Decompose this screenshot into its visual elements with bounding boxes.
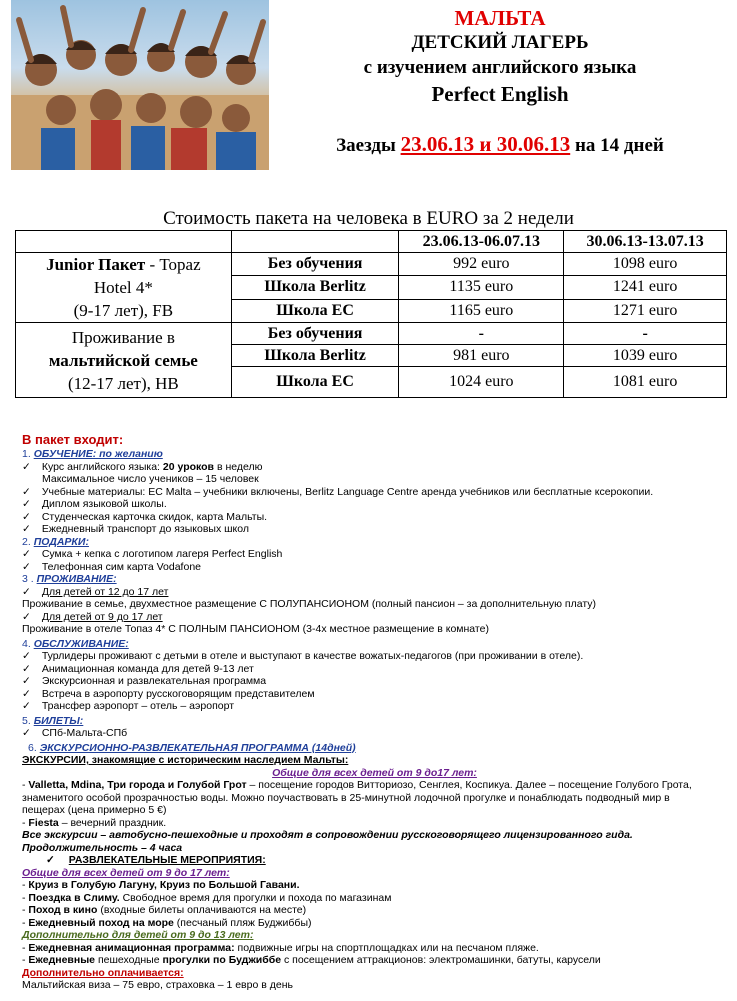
- entertainment-additional: [22, 929, 727, 942]
- item-bold: Ежедневный поход на море: [28, 916, 174, 929]
- pkg1-age: (9-17 лет), FB: [73, 301, 174, 320]
- check-icon: ✓: [22, 700, 31, 712]
- price-caption: Стоимость пакета на человека в EURO за 2 недели: [163, 208, 574, 229]
- list-item: [22, 498, 727, 511]
- period-2-header: 30.06.13-13.07.13: [564, 231, 727, 253]
- item-text: Экскурсионная и развлекательная программа: [41, 675, 267, 687]
- section-1-title: ОБУЧЕНИЕ: по желанию: [33, 448, 163, 460]
- price-cell: -: [564, 323, 727, 345]
- excursions-note: Все экскурсии – автобусно-пешеходные и проходят в сопровождении русскоговорящего лицензированного гида.: [22, 829, 633, 841]
- item-bold: Valletta, Mdina, Три города и Голубой Грот: [28, 779, 247, 791]
- list-item: - Ежедневные пешеходные прогулки по Буджиббе с посещением аттракционов: электромашинки, батуты, карусели: [22, 954, 601, 966]
- pkg2-line1: Проживание в: [71, 327, 175, 347]
- list-item: [22, 700, 727, 713]
- item-text: Курс английского языка:: [41, 460, 163, 473]
- entertainment-all-text: Общие для всех детей от 9 до 17 лет:: [22, 866, 230, 879]
- price-cell: 981 euro: [399, 345, 564, 367]
- extra-payment-heading: Дополнительно оплачивается:: [22, 966, 184, 979]
- check-icon: ✓: [22, 523, 31, 535]
- header-program: Perfect English: [431, 82, 569, 106]
- list-item: [22, 486, 727, 499]
- table-row: [16, 253, 727, 276]
- item-text: с посещением аттракционов: электромашинки, батуты, карусели: [281, 954, 601, 966]
- package-family: [16, 323, 232, 398]
- list-item: Максимальное число учеников – 15 человек: [42, 473, 259, 485]
- item-text: Телефонная сим карта Vodafone: [41, 560, 201, 573]
- list-item: [22, 461, 727, 474]
- option-label: Без обучения: [231, 323, 399, 345]
- empty-cell: [16, 231, 232, 253]
- price-cell: 1241 euro: [564, 276, 727, 299]
- photo-illustration: [11, 0, 269, 170]
- pkg2-age: (12-17 лет), HB: [67, 373, 179, 393]
- section-heading: 1. ОБУЧЕНИЕ: по желанию: [22, 448, 163, 460]
- empty-cell: [231, 231, 399, 253]
- check-icon: ✓: [22, 585, 31, 598]
- item-text: подвижные игры на спортплощадках или на песчаном пляже.: [234, 941, 539, 954]
- check-icon: ✓: [22, 650, 31, 662]
- pkg2-line2: мальтийской семье: [48, 350, 198, 370]
- item-text: Ежедневный транспорт до языковых школ: [41, 523, 249, 535]
- item-text: в неделю: [214, 460, 263, 473]
- section-5-title: БИЛЕТЫ:: [33, 714, 84, 727]
- list-item: - Круиз в Голубую Лагуну, Круиз по Большой Гавани.: [22, 879, 300, 891]
- check-icon: ✓: [22, 727, 31, 739]
- check-icon: ✓: [22, 510, 31, 523]
- list-item: [22, 511, 727, 524]
- item-bold: Поход в кино: [28, 904, 98, 916]
- price-cell: 1165 euro: [399, 299, 564, 322]
- check-icon: ✓: [22, 560, 31, 573]
- entertainment-additional-text: Дополнительно для детей от 9 до 13 лет:: [22, 929, 254, 941]
- package-junior: [16, 253, 232, 323]
- list-item: - Fiesta – вечерний праздник.: [22, 816, 167, 829]
- section-heading: 5. БИЛЕТЫ:: [22, 714, 84, 727]
- option-label: Школа EC: [231, 299, 399, 322]
- item-text: Трансфер аэропорт – отель – аэропорт: [41, 700, 235, 712]
- excursions-all-text: Общие для всех детей от 9 до17 лет:: [272, 766, 477, 779]
- item-text: (входные билеты оплачиваются на месте): [97, 904, 307, 916]
- section-3-title: ПРОЖИВАНИЕ:: [36, 573, 117, 585]
- option-label: Школа Berlitz: [231, 276, 399, 299]
- price-cell: 1024 euro: [399, 367, 564, 398]
- dates-value: 23.06.13 и 30.06.13: [400, 132, 571, 156]
- list-item: [22, 548, 727, 561]
- included-title: В пакет входит:: [22, 432, 124, 447]
- extra-payment-text: Мальтийская виза – 75 евро, страховка – 1 евро в день: [22, 979, 293, 991]
- header-country: МАЛЬТА: [454, 6, 546, 30]
- price-cell: -: [399, 323, 564, 345]
- item-text: Турлидеры проживают с детьми в отеле и выступают в качестве вожатых-педагогов (при проживании в отеле).: [41, 650, 584, 662]
- price-header-row: [16, 231, 727, 253]
- list-item: - Поход в кино (входные билеты оплачиваются на месте): [22, 904, 307, 916]
- item-text: Для детей от 12 до 17 лет: [41, 585, 169, 598]
- item-bold: Ежедневные: [28, 954, 96, 966]
- excursions-heading: ЭКСКУРСИИ, знакомящие с историческим наследием Мальты:: [22, 754, 349, 766]
- list-item: [22, 727, 727, 740]
- item-text: Диплом языковой школы.: [41, 498, 167, 510]
- item-bold: 20 уроков: [162, 460, 215, 473]
- price-cell: 1271 euro: [564, 299, 727, 322]
- period-1-header: 23.06.13-06.07.13: [399, 231, 564, 253]
- check-icon: ✓: [22, 498, 31, 510]
- check-icon: ✓: [22, 662, 31, 675]
- section-6-title: ЭКСКУРСИОННО-РАЗВЛЕКАТЕЛЬНАЯ ПРОГРАММА (14дней): [39, 741, 356, 754]
- price-cell: 1081 euro: [564, 367, 727, 398]
- check-icon: ✓: [22, 485, 31, 498]
- option-label: Без обучения: [231, 253, 399, 276]
- check-icon: ✓: [46, 854, 55, 866]
- price-cell: 1098 euro: [564, 253, 727, 276]
- item-bold: Ежедневная анимационная программа:: [28, 941, 235, 954]
- list-item: знаменитого особой прозрачностью воды. Можно поучаствовать в 25-минутной лодочной прогулке и понаблюдать подводный мир в: [22, 791, 670, 804]
- list-item: [22, 523, 727, 536]
- check-icon: ✓: [22, 460, 31, 473]
- section-heading: 4. ОБСЛУЖИВАНИЕ:: [22, 637, 129, 650]
- excursions-all: [22, 767, 727, 780]
- item-text: Студенческая карточка скидок, карта Мальты.: [41, 510, 268, 523]
- item-text: Встреча в аэропорту русскоговорящим представителем: [41, 687, 315, 700]
- list-item: пещерах (цена примерно 5 €): [22, 804, 167, 816]
- item-text: – посещение городов Витториозо, Сенглея, Коспикуа. Далее – посещение Голубого Грота,: [246, 779, 692, 791]
- pkg1-hotel: - Topaz: [149, 255, 201, 274]
- pkg1-hotel-stars: Hotel 4*: [93, 278, 153, 297]
- list-item: [22, 663, 727, 676]
- list-item: [22, 586, 727, 599]
- list-item: - Valletta, Mdina, Три города и Голубой Грот – посещение городов Витториозо, Сенглея, Коспикуа. Далее – посещение Голубого Грота,: [22, 779, 692, 791]
- item-bold: Круиз в Голубую Лагуну, Круиз по Большой Гавани.: [28, 879, 300, 891]
- dates-prefix: Заезды: [336, 135, 396, 156]
- list-item: - Ежедневный поход на море (песчаный пляж Буджиббы): [22, 916, 312, 929]
- check-icon: ✓: [22, 610, 31, 623]
- section-heading: 3 . ПРОЖИВАНИЕ:: [22, 573, 117, 585]
- item-bold: прогулки по Буджиббе: [162, 954, 282, 966]
- item-text: Сумка + кепка с логотипом лагеря Perfect English: [41, 548, 283, 560]
- list-item: Проживание в отеле Топаз 4* С ПОЛНЫМ ПАНСИОНОМ (3-4х местное размещение в комнате): [22, 623, 489, 635]
- list-item: - Ежедневная анимационная программа: подвижные игры на спортплощадках или на песчаном пляже.: [22, 941, 539, 954]
- price-cell: 1135 euro: [399, 276, 564, 299]
- option-label: Школа EC: [231, 367, 399, 398]
- entertainment-heading-text: РАЗВЛЕКАТЕЛЬНЫЕ МЕРОПРИЯТИЯ:: [68, 854, 266, 866]
- item-bold: Поездка в Слиму.: [28, 891, 120, 904]
- price-cell: 1039 euro: [564, 345, 727, 367]
- entertainment-all: [22, 867, 727, 880]
- list-item: [22, 650, 727, 663]
- entertainment-heading: [22, 854, 727, 867]
- check-icon: ✓: [22, 675, 31, 687]
- item-text: (песчаный пляж Буджиббы): [173, 916, 312, 929]
- item-bold: Fiesta: [28, 816, 59, 829]
- option-label: Школа Berlitz: [231, 345, 399, 367]
- header-camp: ДЕТСКИЙ ЛАГЕРЬ: [411, 32, 589, 53]
- list-item: [22, 561, 727, 574]
- section-4-title: ОБСЛУЖИВАНИЕ:: [33, 637, 129, 650]
- price-table: [15, 230, 727, 398]
- section-heading: 2. ПОДАРКИ:: [22, 535, 89, 548]
- header-study: с изучением английского языка: [363, 57, 637, 78]
- check-icon: ✓: [22, 548, 31, 560]
- header-dates-line: [290, 132, 710, 157]
- list-item: Проживание в семье, двухместное размещение С ПОЛУПАНСИОНОМ (полный пансион – за дополнительную плату): [22, 598, 597, 610]
- kids-group-photo: [11, 0, 269, 170]
- price-cell: 992 euro: [399, 253, 564, 276]
- section-2-title: ПОДАРКИ:: [33, 535, 89, 548]
- list-item: [22, 675, 727, 688]
- included-section: [22, 432, 727, 992]
- item-text: пешеходные: [95, 954, 163, 966]
- excursions-duration: Продолжительность – 4 часа: [22, 841, 183, 854]
- item-text: Свободное время для прогулки и похода по магазинам: [119, 891, 392, 904]
- list-item: [22, 611, 727, 624]
- dates-suffix: на 14 дней: [574, 135, 664, 156]
- item-text: Учебные материалы: EC Malta – учебники включены, Berlitz Language Centre аренда учебников или бесплатные ксерокопии.: [41, 485, 654, 498]
- extra-payment: [22, 967, 727, 980]
- item-text: Для детей от 9 до 17 лет: [41, 610, 163, 623]
- table-row: [16, 323, 727, 345]
- item-text: Анимационная команда для детей 9-13 лет: [41, 662, 254, 675]
- list-item: [22, 688, 727, 701]
- check-icon: ✓: [22, 687, 31, 700]
- item-text: СПб-Мальта-СПб: [41, 727, 128, 739]
- item-text: – вечерний праздник.: [58, 816, 167, 829]
- section-heading: 6. ЭКСКУРСИОННО-РАЗВЛЕКАТЕЛЬНАЯ ПРОГРАММА (14дней): [28, 741, 356, 754]
- list-item: - Поездка в Слиму. Свободное время для прогулки и похода по магазинам: [22, 891, 392, 904]
- pkg1-name: Junior Пакет: [46, 255, 146, 274]
